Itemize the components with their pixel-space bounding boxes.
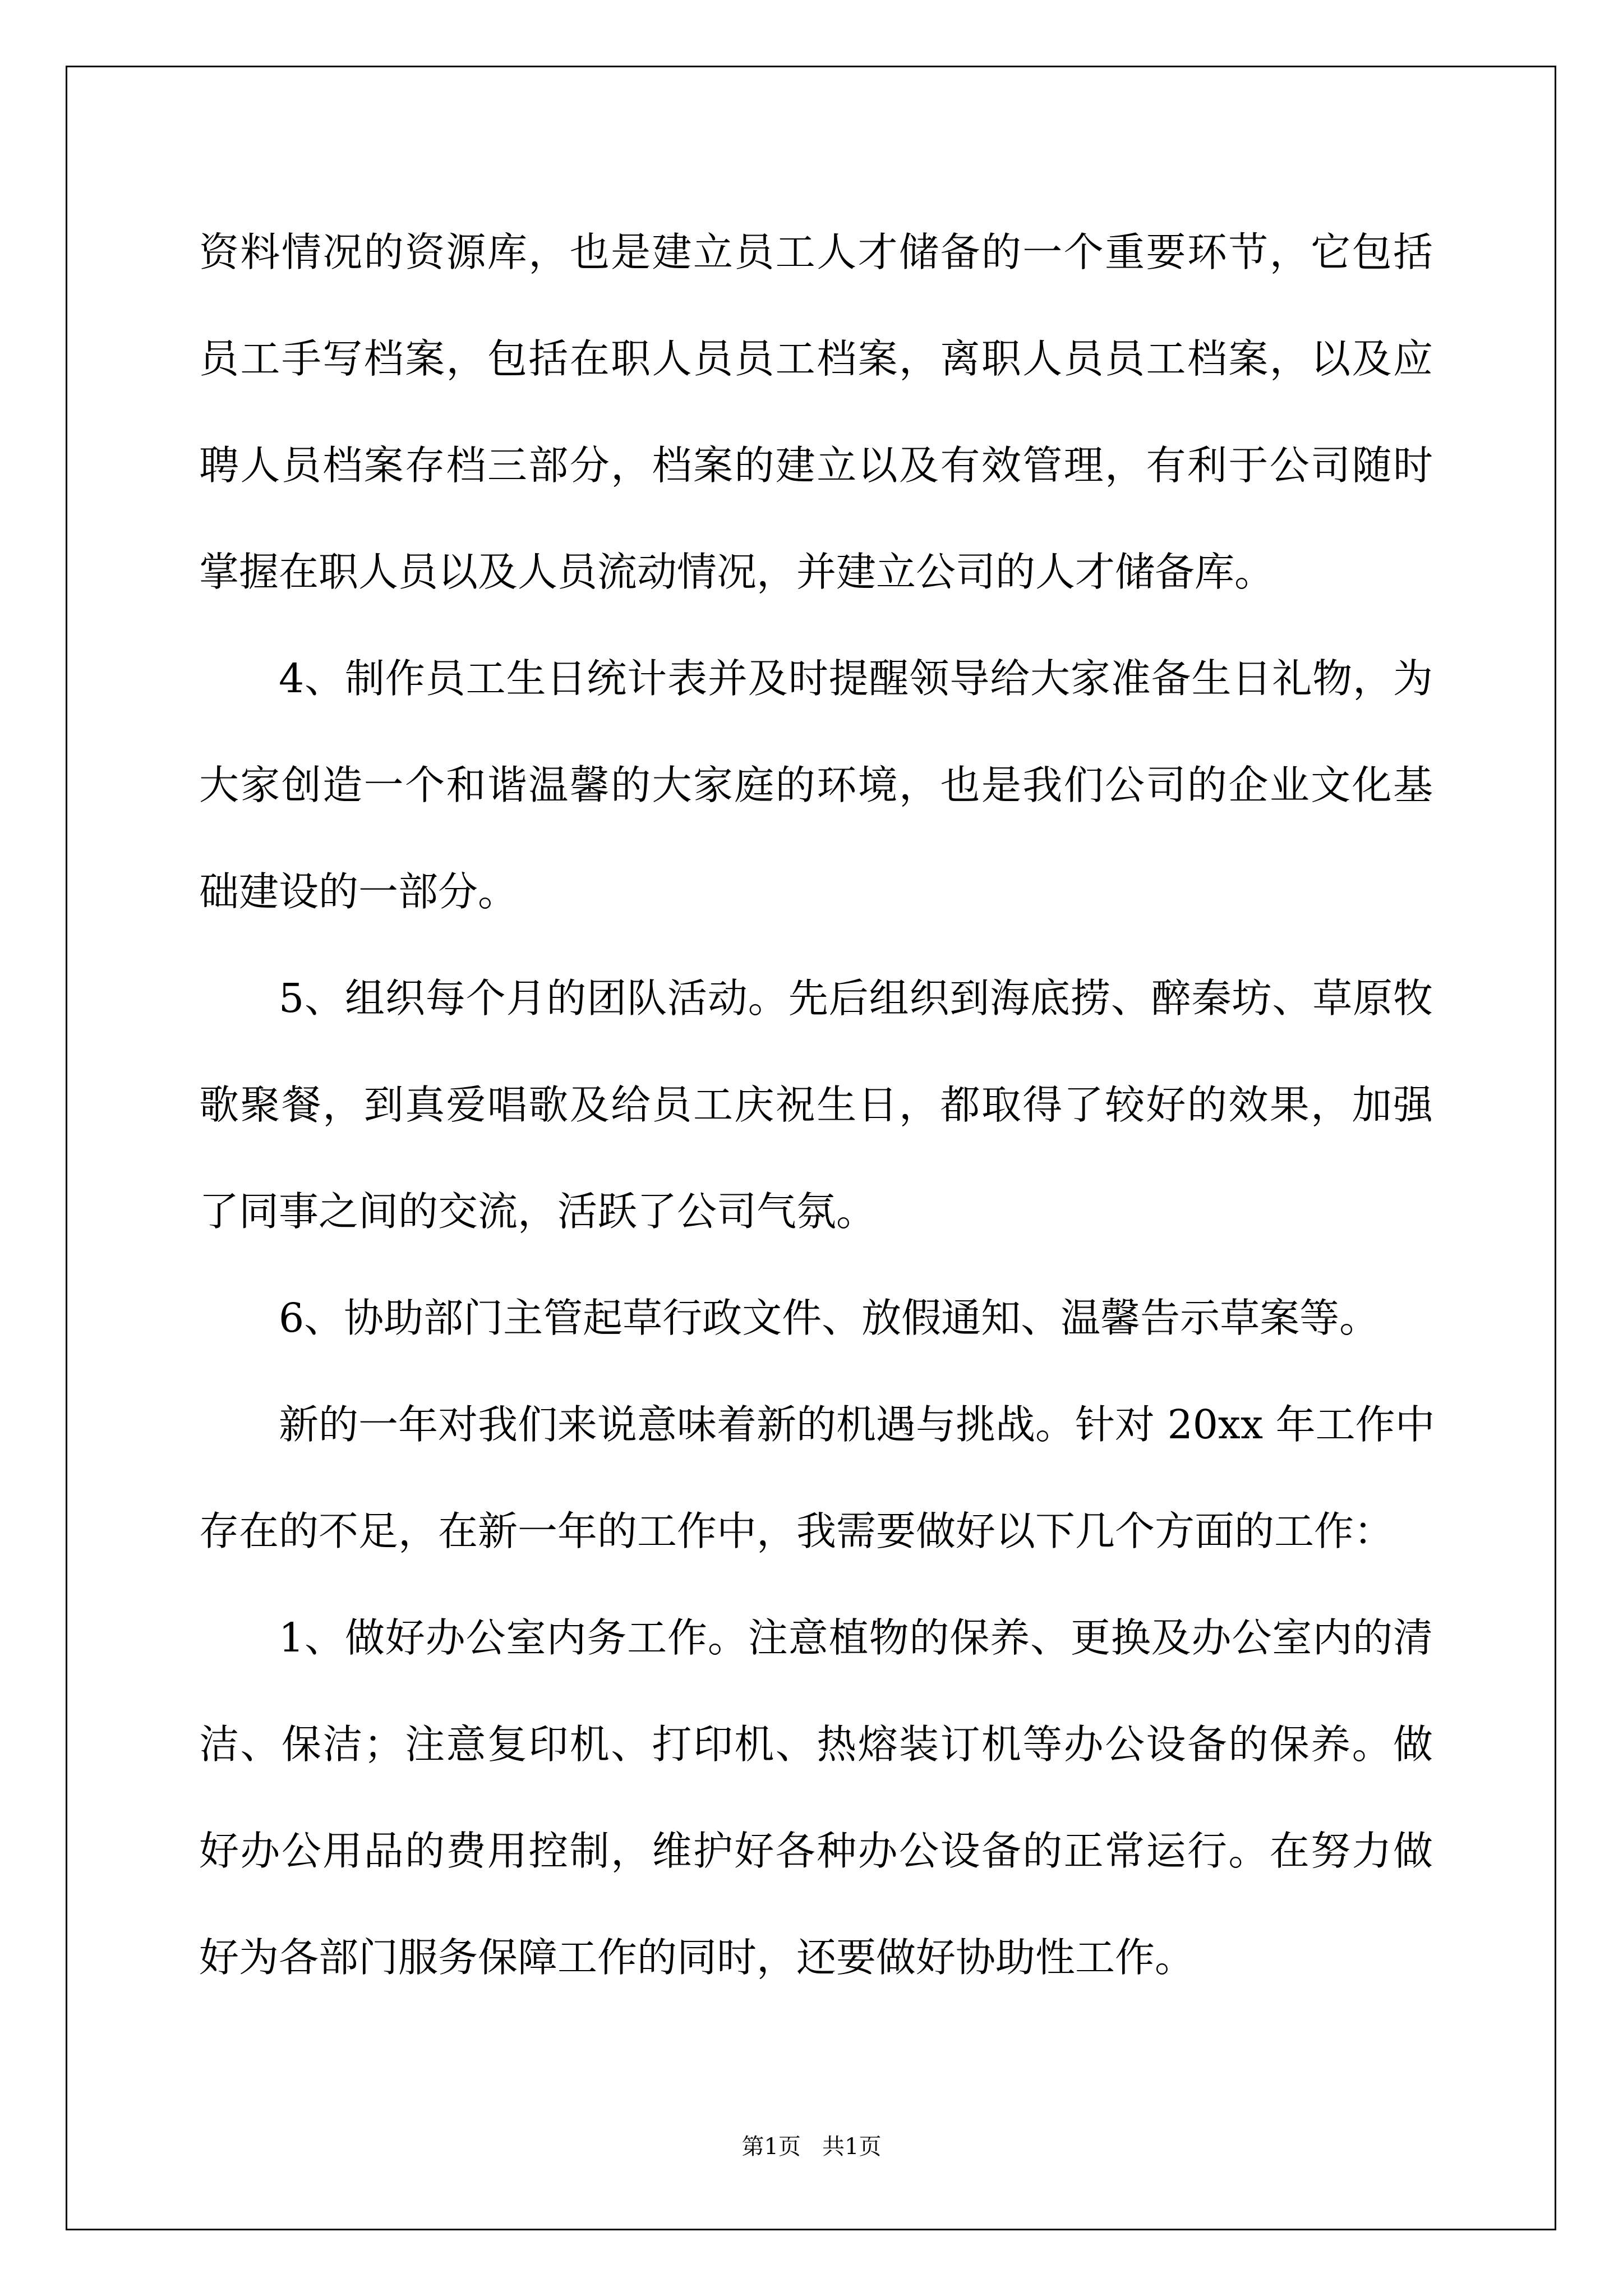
text-line: 歌聚餐，到真爱唱歌及给员工庆祝生日，都取得了较好的效果，加强 <box>199 1082 1433 1128</box>
text-line: 4、制作员工生日统计表并及时提醒领导给大家准备生日礼物，为 <box>279 655 1433 702</box>
text-line: 掌握在职人员以及人员流动情况，并建立公司的人才储备库。 <box>199 549 1275 595</box>
text-line: 好为各部门服务保障工作的同时，还要做好协助性工作。 <box>199 1934 1195 1981</box>
text-line: 大家创造一个和谐温馨的大家庭的环境，也是我们公司的企业文化基 <box>199 762 1433 808</box>
text-line: 资料情况的资源库，也是建立员工人才储备的一个重要环节，它包括 <box>199 229 1433 275</box>
text-line: 了同事之间的交流，活跃了公司气氛。 <box>199 1188 877 1235</box>
text-line: 础建设的一部分。 <box>199 868 518 915</box>
text-line: 员工手写档案，包括在职人员员工档案，离职人员员工档案，以及应 <box>199 335 1433 382</box>
text-line: 6、协助部门主管起草行政文件、放假通知、温馨告示草案等。 <box>279 1295 1380 1341</box>
document-body <box>199 199 1433 2011</box>
text-line: 5、组织每个月的团队活动。先后组织到海底捞、醉秦坊、草原牧 <box>279 975 1433 1022</box>
text-line: 洁、保洁；注意复印机、打印机、热熔装订机等办公设备的保养。做 <box>199 1721 1433 1768</box>
text-line: 新的一年对我们来说意味着新的机遇与挑战。针对 20xx 年工作中 <box>279 1401 1435 1448</box>
text-line: 聘人员档案存档三部分，档案的建立以及有效管理，有利于公司随时 <box>199 442 1433 489</box>
text-line: 好办公用品的费用控制，维护好各种办公设备的正常运行。在努力做 <box>199 1828 1433 1874</box>
text-line: 存在的不足，在新一年的工作中，我需要做好以下几个方面的工作： <box>199 1508 1394 1554</box>
text-line: 1、做好办公室内务工作。注意植物的保养、更换及办公室内的清 <box>279 1614 1433 1661</box>
page-number-footer: 第1页 共1页 <box>741 2134 882 2160</box>
